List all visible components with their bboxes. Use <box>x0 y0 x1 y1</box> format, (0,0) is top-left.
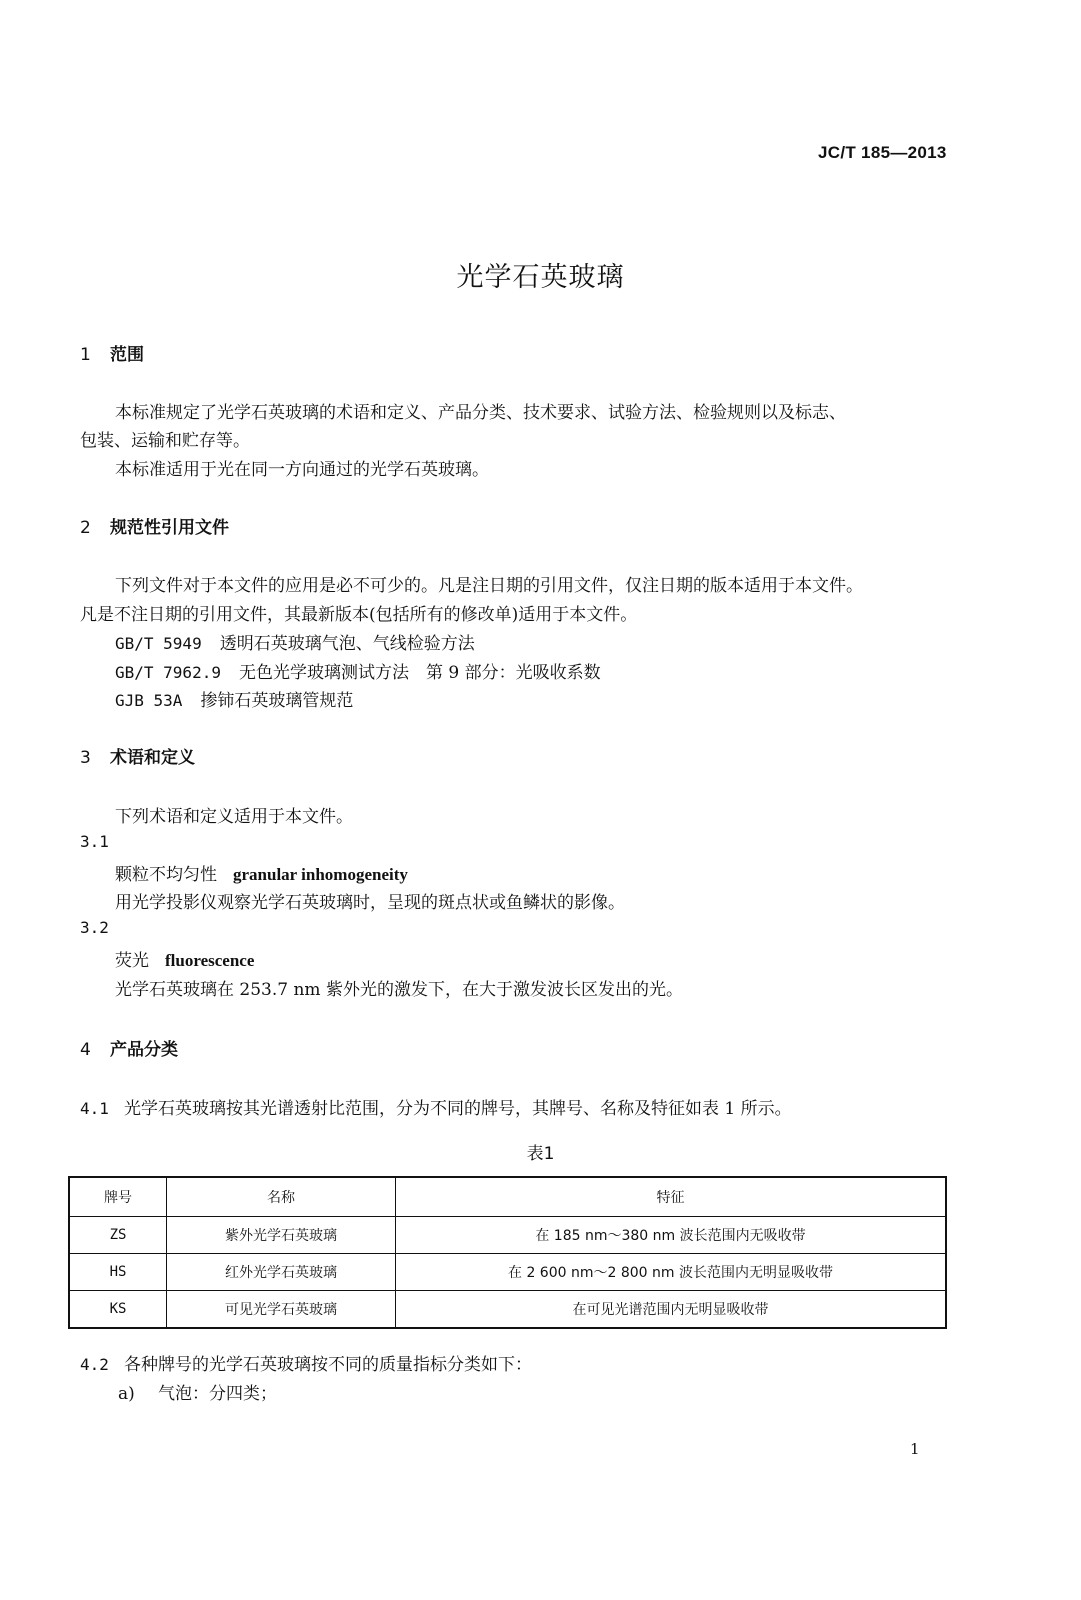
reference-code: GB/T 5949 <box>115 634 202 653</box>
list-item-text: 气泡：分四类； <box>158 1384 277 1404</box>
table-row <box>69 1254 946 1291</box>
grade-table <box>68 1176 947 1329</box>
table-row <box>69 1291 946 1329</box>
section-title: 范围 <box>110 345 144 365</box>
section-2-heading <box>80 513 229 538</box>
column-header-name: 名称 <box>167 1177 396 1217</box>
section-title: 规范性引用文件 <box>110 518 229 538</box>
term-definition: 光学石英玻璃在 253.7 nm 紫外光的激发下，在大于激发波长区发出的光。 <box>115 980 683 1000</box>
section-number: 3 <box>80 748 91 768</box>
table-header-row <box>69 1177 946 1217</box>
table-cell-grade: KS <box>69 1291 167 1329</box>
clause-4-2 <box>80 1350 532 1375</box>
section-title: 产品分类 <box>110 1040 178 1060</box>
reference-gbt-7962-9 <box>115 658 601 683</box>
section-4-heading <box>80 1035 178 1060</box>
list-marker: a) <box>118 1384 135 1404</box>
table-cell-feature: 在 2 600 nm～2 800 nm 波长范围内无明显吸收带 <box>396 1254 947 1291</box>
clause-number: 4.1 <box>80 1099 109 1118</box>
reference-code: GJB 53A <box>115 691 183 710</box>
section-2-paragraph-line-2: 凡是不注日期的引用文件，其最新版本(包括所有的修改单)适用于本文件。 <box>80 605 638 625</box>
term-granular-inhomogeneity <box>115 860 408 885</box>
reference-title: 透明石英玻璃气泡、气线检验方法 <box>219 634 475 654</box>
term-fluorescence <box>115 946 254 971</box>
section-number: 4 <box>80 1040 91 1060</box>
table-cell-feature: 在可见光谱范围内无明显吸收带 <box>396 1291 947 1329</box>
term-chinese: 颗粒不均匀性 <box>115 865 217 885</box>
table-cell-grade: HS <box>69 1254 167 1291</box>
clause-4-1 <box>80 1094 792 1119</box>
document-title: 光学石英玻璃 <box>456 262 625 293</box>
column-header-grade: 牌号 <box>69 1177 167 1217</box>
table-row <box>69 1217 946 1254</box>
section-3-heading <box>80 743 195 768</box>
term-number: 3.1 <box>80 832 109 851</box>
section-1-paragraph-1-line-2: 包装、运输和贮存等。 <box>80 431 250 451</box>
table-cell-name: 红外光学石英玻璃 <box>167 1254 396 1291</box>
clause-text: 光学石英玻璃按其光谱透射比范围，分为不同的牌号，其牌号、名称及特征如表 1 所示。 <box>124 1099 792 1119</box>
list-item <box>118 1379 277 1404</box>
table-caption: 表1 <box>526 1144 555 1164</box>
clause-text: 各种牌号的光学石英玻璃按不同的质量指标分类如下： <box>124 1355 532 1375</box>
section-1-paragraph-2: 本标准适用于光在同一方向通过的光学石英玻璃。 <box>115 460 489 480</box>
clause-number: 4.2 <box>80 1355 109 1374</box>
section-2-paragraph-line-1: 下列文件对于本文件的应用是必不可少的。凡是注日期的引用文件，仅注日期的版本适用于本文件。 <box>115 576 863 596</box>
table-cell-grade: ZS <box>69 1217 167 1254</box>
table-cell-name: 可见光学石英玻璃 <box>167 1291 396 1329</box>
term-english: granular inhomogeneity <box>233 865 408 884</box>
table-cell-name: 紫外光学石英玻璃 <box>167 1217 396 1254</box>
reference-gjb-53a <box>115 686 353 711</box>
term-number: 3.2 <box>80 918 109 937</box>
section-1-heading <box>80 340 144 365</box>
term-definition: 用光学投影仪观察光学石英玻璃时，呈现的斑点状或鱼鳞状的影像。 <box>115 893 625 913</box>
reference-code: GB/T 7962.9 <box>115 663 221 682</box>
reference-title: 无色光学玻璃测试方法 第 9 部分：光吸收系数 <box>238 663 601 683</box>
standard-number: JC/T 185—2013 <box>818 143 947 162</box>
table-cell-feature: 在 185 nm～380 nm 波长范围内无吸收带 <box>396 1217 947 1254</box>
section-title: 术语和定义 <box>110 748 195 768</box>
term-chinese: 荧光 <box>115 951 149 971</box>
term-english: fluorescence <box>165 951 255 970</box>
column-header-feature: 特征 <box>396 1177 947 1217</box>
page-number: 1 <box>910 1440 920 1458</box>
section-1-paragraph-1-line-1: 本标准规定了光学石英玻璃的术语和定义、产品分类、技术要求、试验方法、检验规则以及标志、 <box>115 403 846 423</box>
reference-gbt-5949 <box>115 629 475 654</box>
section-number: 2 <box>80 518 91 538</box>
section-number: 1 <box>80 345 91 365</box>
section-3-intro: 下列术语和定义适用于本文件。 <box>115 807 353 827</box>
reference-title: 掺铈石英玻璃管规范 <box>200 691 354 711</box>
